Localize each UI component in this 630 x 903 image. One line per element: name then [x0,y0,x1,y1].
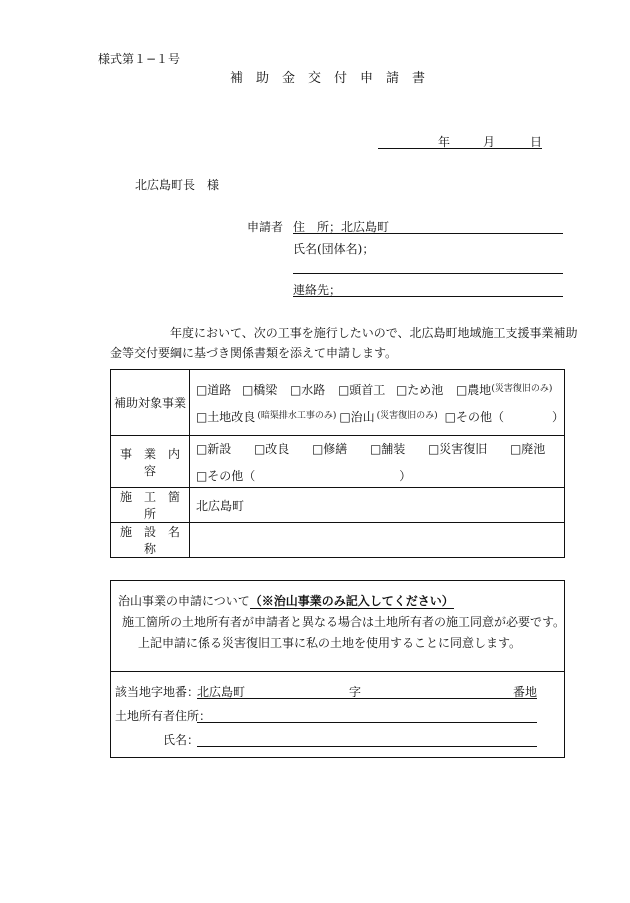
checkbox-paving[interactable]: □舗装 [369,441,406,456]
checkbox-disaster-recovery[interactable]: □災害復旧 [427,441,488,456]
table-row [111,370,565,436]
owner-name-field[interactable] [197,734,537,747]
checkbox-other-target[interactable]: □その他（ ） [444,409,564,424]
checkbox-farmland[interactable]: □農地 [455,382,492,397]
applicant-address-field[interactable] [293,221,563,234]
owner-address-label: 土地所有者住所： [115,709,212,723]
chisan-consent-box [110,580,565,758]
checkbox-waterway[interactable]: □水路 [289,382,326,397]
chisan-divider [111,671,564,672]
chisan-line1: 施工箇所の土地所有者が申請者と異なる場合は土地所有者の施工同意が必要です。 [122,615,566,629]
owner-address-field[interactable] [197,710,537,723]
application-table [110,369,565,558]
applicant-name-label: 氏名(団体名)； [293,242,375,256]
chisan-heading-line [118,595,454,607]
checkbox-bridge[interactable]: □橋梁 [241,382,278,397]
contact-label: 連絡先； [293,283,342,297]
facility-name-field[interactable] [189,523,564,558]
row-label: 施 工 箇 所 [111,488,190,523]
row-label: 施 設 名 称 [111,523,190,558]
page-title: 補 助 金 交 付 申 請 書 [230,71,426,86]
location-aza: 字 [349,685,362,699]
date-year-label: 年 [438,135,451,149]
checkbox-repair[interactable]: □修繕 [311,441,348,456]
owner-name-label: 氏名： [163,733,200,747]
land-improvement-note: (暗渠排水工事のみ) [257,410,337,421]
checkbox-land-improvement[interactable]: □土地改良 [195,409,256,424]
body-text-line2: 金等交付要綱に基づき関係書類を添えて申請します。 [110,346,398,360]
location-town: 北広島町 [197,685,246,699]
checkbox-headworks[interactable]: □頭首工 [337,382,386,397]
date-day-label: 日 [530,135,543,149]
row-label: 補助対象事業 [111,370,190,436]
applicant-contact-field[interactable] [293,284,563,297]
chisan-heading: 治山事業の申請について [118,594,250,608]
address-value: 北広島町 [341,220,390,234]
date-month-label: 月 [483,135,496,149]
checkbox-other-content[interactable]: □その他（ ） [195,468,412,483]
date-line[interactable] [378,136,542,149]
chisan-note: (災害復旧のみ) [376,410,438,421]
applicant-name-field[interactable] [293,263,563,274]
address-label: 住 所； [293,220,342,234]
applicant-label: 申請者 [247,220,284,234]
table-row [111,488,565,523]
addressee: 北広島町長 様 [135,178,220,192]
form-number: 様式第１−１号 [98,52,181,66]
location-banchi: 番地 [513,685,538,699]
chisan-line2: 上記申請に係る災害復旧工事に私の土地を使用することに同意します。 [138,636,522,650]
chisan-heading-note: （※治山事業のみ記入してください） [249,594,454,608]
checkbox-pond[interactable]: □ため池 [395,382,444,397]
checkbox-improve[interactable]: □改良 [253,441,290,456]
checkbox-road[interactable]: □道路 [195,382,232,397]
construction-location-field[interactable]: 北広島町 [189,488,564,523]
table-row [111,436,565,488]
checkbox-pond-closure[interactable]: □廃池 [509,441,546,456]
checkbox-new[interactable]: □新設 [195,441,232,456]
body-text-line1: 年度において、次の工事を施行したいので、北広島町地域施工支援事業補助 [170,326,578,340]
location-label: 該当地字地番： [115,685,200,699]
target-project-options [189,370,564,436]
row-label: 事 業 内 容 [111,436,190,488]
farmland-note: (災害復旧のみ) [491,383,553,394]
work-content-options [189,436,564,488]
location-field[interactable] [197,686,537,699]
table-row [111,523,565,558]
checkbox-chisan[interactable]: □治山 [339,409,375,424]
